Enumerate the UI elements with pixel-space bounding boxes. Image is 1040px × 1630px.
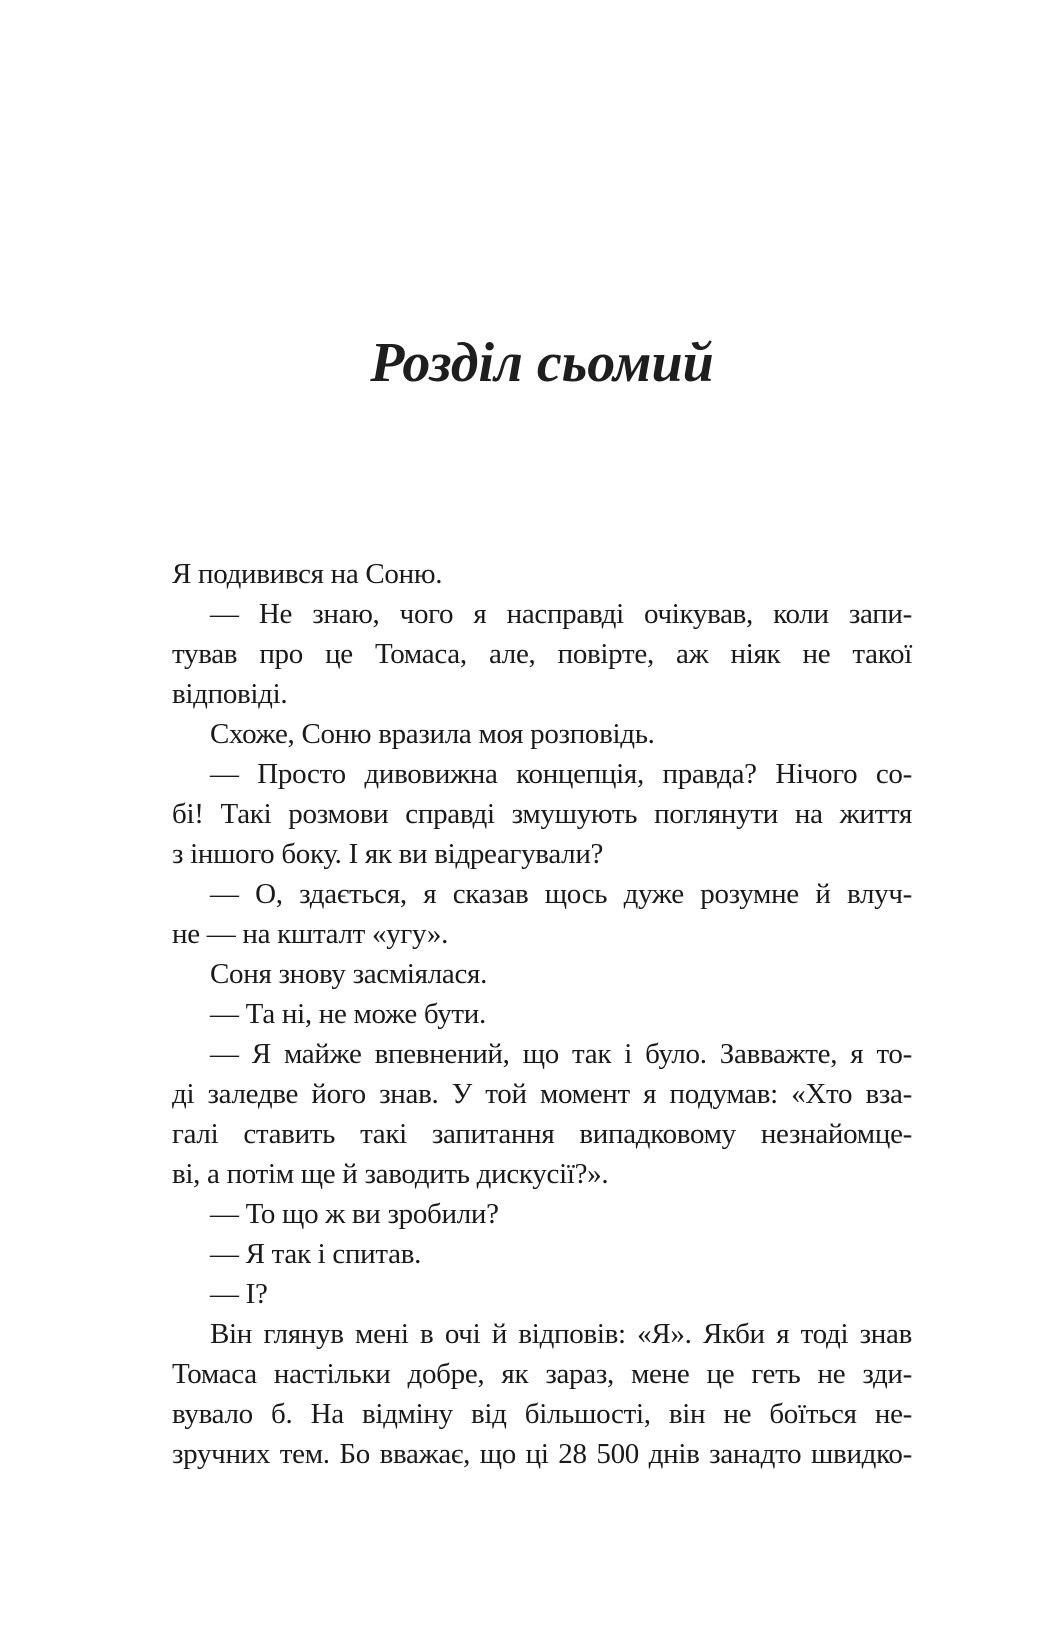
text-line: — То що ж ви зробили?	[210, 1198, 499, 1230]
page-body-text	[172, 554, 912, 1474]
text-line: — Я так і спитав.	[210, 1238, 422, 1270]
text-line: відповіді.	[172, 678, 288, 710]
text-line: з іншого боку. І як ви відреагували?	[172, 838, 604, 870]
text-line: вувало б. На відміну від більшості, він не боїться не-	[172, 1398, 912, 1430]
text-line: зручних тем. Бо вважає, що ці 28 500 днів занадто швидко-	[172, 1438, 912, 1470]
chapter-title: Розділ сьомий	[370, 332, 714, 394]
text-line: галі ставить такі запитання випадковому незнайомце-	[172, 1118, 912, 1150]
text-line: ві, а потім ще й заводить дискусії?».	[172, 1158, 609, 1190]
text-line: Томаса настільки добре, як зараз, мене це геть не зди-	[172, 1358, 912, 1390]
text-line: тував про це Томаса, але, повірте, аж ніяк не такої	[172, 638, 912, 670]
text-line: — Та ні, не може бути.	[210, 998, 486, 1030]
text-line: — Я майже впевнений, що так і було. Завважте, я то-	[210, 1038, 912, 1070]
text-line: — Не знаю, чого я насправді очікував, коли запи-	[210, 598, 912, 630]
text-line: — Просто дивовижна концепція, правда? Нічого со-	[210, 758, 912, 790]
text-line: бі! Такі розмови справді змушують поглянути на життя	[172, 798, 912, 830]
text-line: Я подивився на Соню.	[172, 558, 443, 590]
text-line: ді заледве його знав. У той момент я подумав: «Хто вза-	[172, 1078, 912, 1110]
text-line: не — на кшталт «угу».	[172, 918, 449, 950]
text-line: Він глянув мені в очі й відповів: «Я». Якби я тоді знав	[210, 1318, 912, 1350]
text-line: Схоже, Соню вразила моя розповідь.	[210, 718, 655, 750]
text-line: — І?	[210, 1278, 268, 1310]
text-line: Соня знову засміялася.	[210, 958, 488, 990]
text-line: — О, здається, я сказав щось дуже розумне й влуч-	[210, 878, 912, 910]
